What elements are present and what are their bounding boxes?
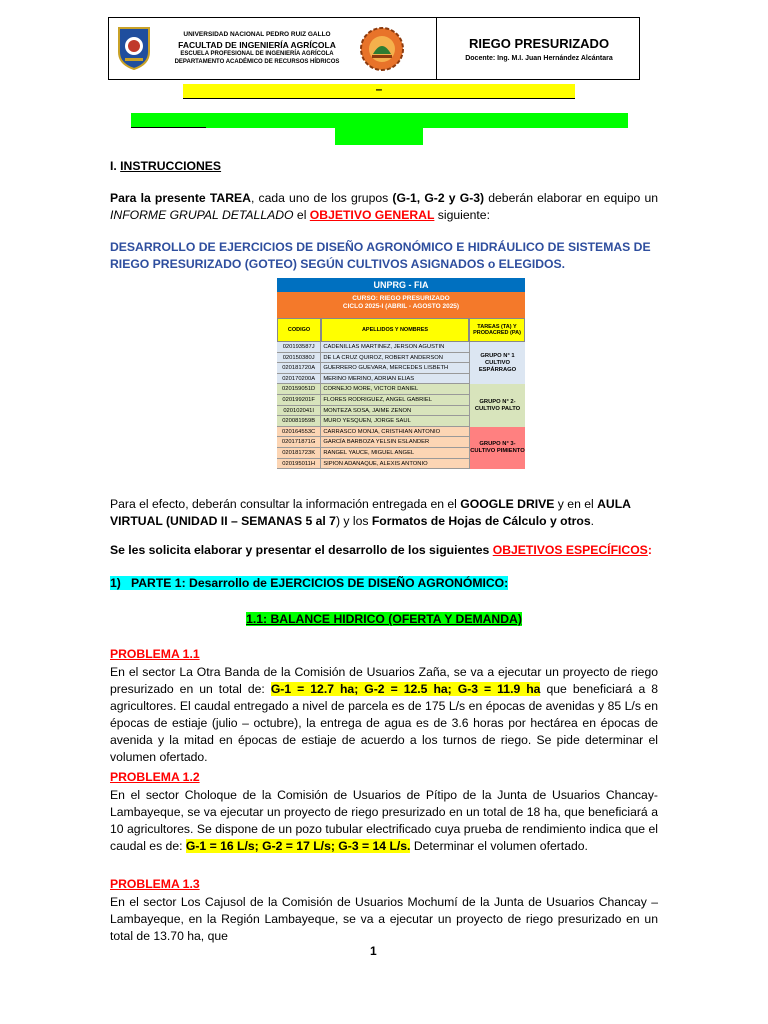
problem-1-3-text: En el sector Los Cajusol de la Comisión de Usuarios Mochumí de la Junta de Usuarios Chancay – Lambayeque, en la Región Lambayeque, se va a ejecutar un proyecto de riego presurizado en un total de 13.70 ha, que xyxy=(110,895,658,943)
document-header xyxy=(108,17,640,80)
course-title: RIEGO PRESURIZADO xyxy=(468,36,610,51)
problem-1-3-title: PROBLEMA 1.3 xyxy=(110,877,200,891)
col-header-tasks: TAREAS (TA) Y PRODACRED (PA) xyxy=(469,318,525,342)
table-row: 020195011H SIPION ADANAQUE, ALEXIS ANTONIO xyxy=(277,459,469,470)
page-number: 1 xyxy=(370,944,377,958)
group-2-label: GRUPO N° 2- CULTIVO PALTO xyxy=(469,384,525,426)
group-3-label: GRUPO N° 3- CULTIVO PIMIENTO xyxy=(469,427,525,469)
problem-1-1-title: PROBLEMA 1.1 xyxy=(110,647,200,661)
title-bar-green xyxy=(131,113,628,128)
teacher-name: Docente: Ing. M.I. Juan Hernández Alcántara xyxy=(465,55,613,62)
table-subtitle: CURSO: RIEGO PRESURIZADO CICLO 2025-I (ABRIL - AGOSTO 2025) xyxy=(277,292,525,318)
problem-1-2-text: En el sector Choloque de la Comisión de Usuarios de Pítipo de la Junta de Usuarios Chancay-Lambayeque, se va ejecutar un proyecto de riego presurizado en un total de 18 ha, que beneficiará a 10 agricultores. Se dispone de un pozo tubular electrificado cuya prueba de rendimiento indica que el caudal es de: G-1 = 16 L/s; G-2 = 17 L/s; G-3 = 14 L/s. Determinar el volumen ofertado. xyxy=(110,788,658,853)
department-name: DEPARTAMENTO ACADÉMICO DE RECURSOS HÍDRICOS xyxy=(174,59,340,65)
problem-1-1-text: En el sector La Otra Banda de la Comisión de Usuarios Zaña, se va a ejecutar un proyecto de riego presurizado en un total de: G-1 = 12.7 ha; G-2 = 12.5 ha; G-3 = 11.9 ha que beneficiará a 8 agricultores. El caudal entregado a nivel de parcela es de 175 L/s en épocas de avenidas y 85 L/s en épocas de estiaje (julio – octubre), la entrega de agua es de 3.6 horas por hectárea en épocas de avenida y la mitad en épocas de estiaje de acuerdo a los turnos de riego. Se pide determinar el volumen ofertado. xyxy=(110,665,659,764)
table-title: UNPRG - FIA xyxy=(277,278,525,292)
university-name: UNIVERSIDAD NACIONAL PEDRO RUIZ GALLO xyxy=(183,31,331,38)
faculty-name: FACULTAD DE INGENIERÍA AGRÍCOLA xyxy=(178,40,336,50)
table-row: 020164553C CARRASCO MONJA, CRISTHIAN ANTONIO xyxy=(277,427,469,438)
intro-paragraph: Para la presente TAREA, cada uno de los grupos (G-1, G-2 y G-3) deberán elaborar en equipo un INFORME GRUPAL DETALLADO el OBJETIVO GENERAL siguiente: xyxy=(110,191,659,222)
table-row: 020171871G GARCÍA BARBOZA YELSIN ESLANDER xyxy=(277,437,469,448)
problem-1-2-title: PROBLEMA 1.2 xyxy=(110,770,200,784)
table-row: 020159051D CORNEJO MORE, VICTOR DANIEL xyxy=(277,384,469,395)
specific-objectives-line: Se les solicita elaborar y presentar el desarrollo de los siguientes OBJETIVOS ESPECÍFICOS: xyxy=(110,543,652,557)
group-1-label: GRUPO N° 1 CULTIVO ESPÁRRAGO xyxy=(469,342,525,384)
section-heading: I. INSTRUCCIONES xyxy=(110,159,222,173)
resources-paragraph: Para el efecto, deberán consultar la información entregada en el GOOGLE DRIVE y en el AULA VIRTUAL (UNIDAD II – SEMANAS 5 al 7) y los Formatos de Hojas de Cálculo y otros. xyxy=(110,497,631,528)
title-bar-yellow xyxy=(183,84,575,99)
table-header-row xyxy=(277,318,525,342)
table-row: 020193587J CADENILLAS MARTINEZ, JERSON AGUSTIN xyxy=(277,342,469,353)
problem-1-1-areas: G-1 = 12.7 ha; G-2 = 12.5 ha; G-3 = 11.9 ha xyxy=(270,682,541,696)
title-bar-green-small xyxy=(335,128,423,145)
table-row: 020170200A MERINO MERINO, ADRIAN ELIAS xyxy=(277,374,469,385)
section-heading-text: INSTRUCCIONES xyxy=(120,159,222,173)
objetivo-general: OBJETIVO GENERAL xyxy=(309,208,435,222)
table-row: 020150380J DE LA CRUZ QUIROZ, ROBERT ANDERSON xyxy=(277,353,469,364)
table-row: 020181720A GUERRERO GUEVARA, MERCEDES LISBETH xyxy=(277,363,469,374)
group-3-block xyxy=(277,427,525,469)
university-logo xyxy=(117,26,151,70)
title-dash: – xyxy=(375,82,383,96)
subsection-heading: 1.1: BALANCE HIDRICO (OFERTA Y DEMANDA) xyxy=(246,612,522,626)
table-row: 020102041I MONTEZA SOSA, JAIME ZENON xyxy=(277,406,469,417)
group-2-block xyxy=(277,384,525,426)
table-row: 020181723K RANGEL YAUCE, MIGUEL ANGEL xyxy=(277,448,469,459)
title-underline xyxy=(131,127,206,128)
problem-1-2-flows: G-1 = 16 L/s; G-2 = 17 L/s; G-3 = 14 L/s. xyxy=(185,839,411,853)
faculty-logo xyxy=(359,26,405,72)
col-header-names: APELLIDOS Y NOMBRES xyxy=(321,318,469,342)
groups-table xyxy=(277,278,525,469)
table-row: 020081959B MURO YESQUEN, JORGE SAUL xyxy=(277,416,469,427)
school-name: ESCUELA PROFESIONAL DE INGENIERÍA AGRÍCOLA xyxy=(180,51,334,57)
group-1-block xyxy=(277,342,525,384)
part1-heading: 1) PARTE 1: Desarrollo de EJERCICIOS DE DISEÑO AGRONÓMICO: xyxy=(110,576,509,590)
table-row: 020199201F FLORES RODRIGUEZ, ANGEL GABRIEL xyxy=(277,395,469,406)
general-objective: DESARROLLO DE EJERCICIOS DE DISEÑO AGRONÓMICO E HIDRÁULICO DE SISTEMAS DE RIEGO PRESURIZADO (GOTEO) SEGÚN CULTIVOS ASIGNADOS o ELEGIDOS. xyxy=(110,240,651,271)
col-header-code: CODIGO xyxy=(277,318,321,342)
